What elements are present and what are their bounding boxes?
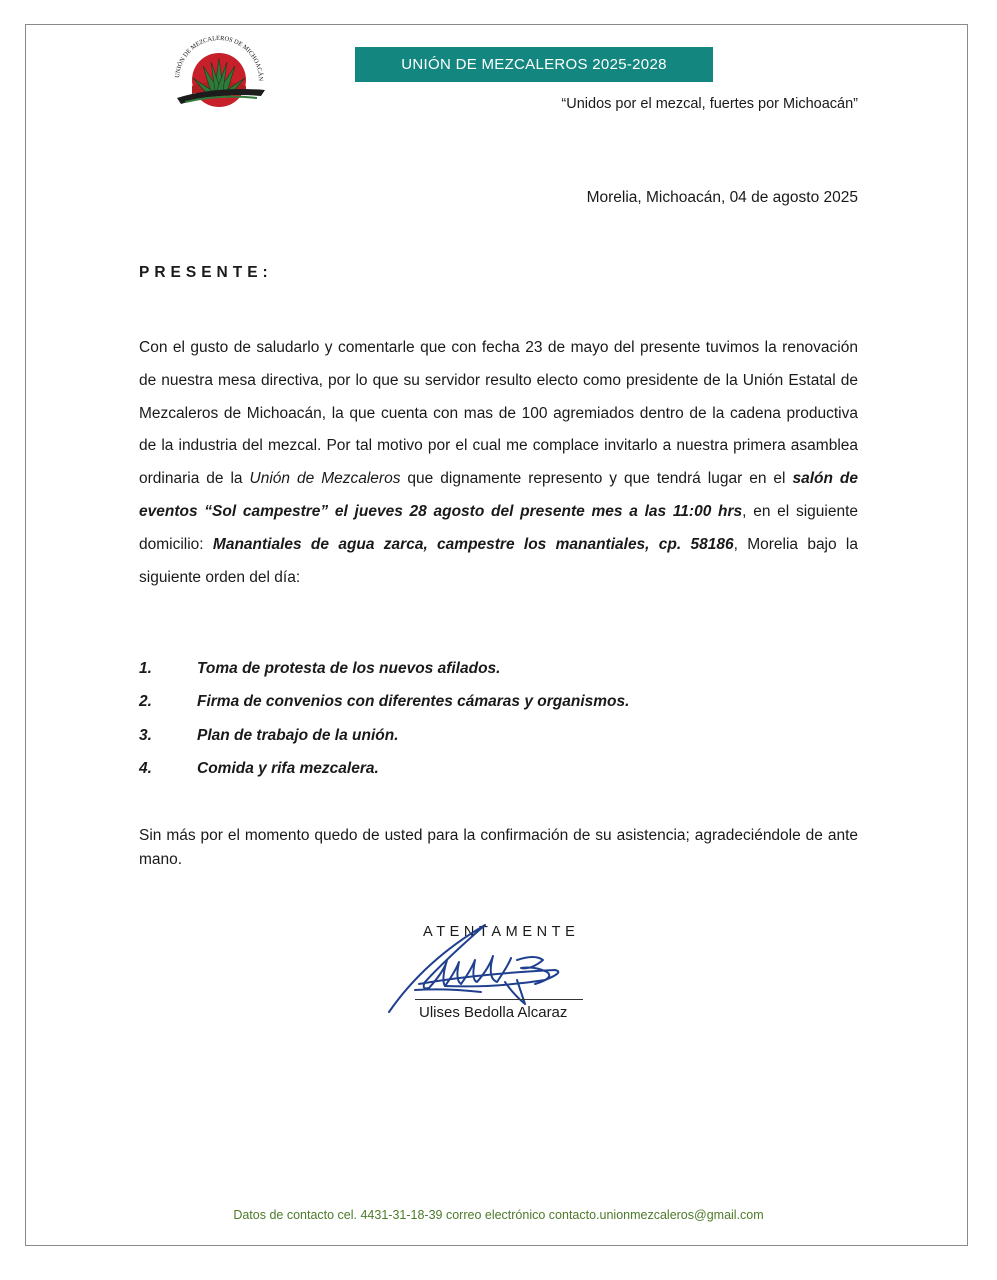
atentamente-label: ATENTAMENTE	[423, 924, 580, 940]
body-address: Manantiales de agua zarca, campestre los manantiales, cp. 58186	[212, 535, 734, 553]
letter-body	[139, 332, 858, 594]
agenda-number: 2.	[139, 693, 152, 711]
union-logo	[165, 28, 273, 114]
body-text-1: Con el gusto de saludarlo y comentarle que con fecha 23 de mayo del presente tuvimos la renovación de nuestra mesa directiva, por lo que su servidor resulto electo como presidente de la Unión Estatal de Mezcaleros de Michoacán, la que cuenta con mas de 100 agremiados dentro de la cadena productiva de la industria del mezcal. Por tal motivo por el cual me complace invitarlo a nuestra primera asamblea ordinaria de la	[139, 339, 858, 488]
svg-text:UNIÓN DE MEZCALEROS DE MICHOAC: UNIÓN DE MEZCALEROS DE MICHOACÁN	[174, 34, 265, 82]
agenda-item	[139, 723, 858, 756]
signature-block	[385, 920, 615, 1040]
body-text-3: , en el siguiente domicilio:	[139, 502, 858, 553]
agenda-list	[139, 656, 858, 789]
letter-date: Morelia, Michoacán, 04 de agosto 2025	[586, 189, 858, 206]
page-border	[25, 24, 968, 1246]
agenda-text: Plan de trabajo de la unión.	[197, 726, 399, 744]
signature-line	[415, 999, 583, 1000]
body-text-2: que dignamente represento y que tendrá lugar en el	[400, 470, 793, 488]
salutation: PRESENTE:	[139, 264, 273, 281]
agenda-item	[139, 756, 858, 789]
body-italic-union: Unión de Mezcaleros	[249, 470, 401, 488]
body-event-venue: salón de eventos “Sol campestre” el jueves 28 agosto del presente mes a las 11:00 hrs	[139, 470, 858, 520]
agenda-item	[139, 689, 858, 722]
header-banner: UNIÓN DE MEZCALEROS 2025-2028	[355, 47, 713, 82]
signer-name: Ulises Bedolla Alcaraz	[419, 1004, 568, 1021]
agenda-number: 4.	[139, 759, 152, 777]
agenda-number: 3.	[139, 726, 152, 744]
agenda-number: 1.	[139, 660, 152, 677]
closing-paragraph: Sin más por el momento quedo de usted para la confirmación de su asistencia; agradeciéndole de ante mano.	[139, 827, 858, 868]
agenda-text: Firma de convenios con diferentes cámaras y organismos.	[197, 693, 630, 711]
motto: “Unidos por el mezcal, fuertes por Michoacán”	[561, 96, 858, 112]
body-text-4: , Morelia bajo la siguiente orden del día:	[139, 535, 858, 586]
contact-footer: Datos de contacto cel. 4431-31-18-39 correo electrónico contacto.unionmezcaleros@gmail.com	[233, 1208, 764, 1222]
agenda-text: Toma de protesta de los nuevos afilados.	[197, 660, 501, 677]
agenda-item	[139, 656, 858, 689]
agenda-text: Comida y rifa mezcalera.	[197, 759, 379, 777]
